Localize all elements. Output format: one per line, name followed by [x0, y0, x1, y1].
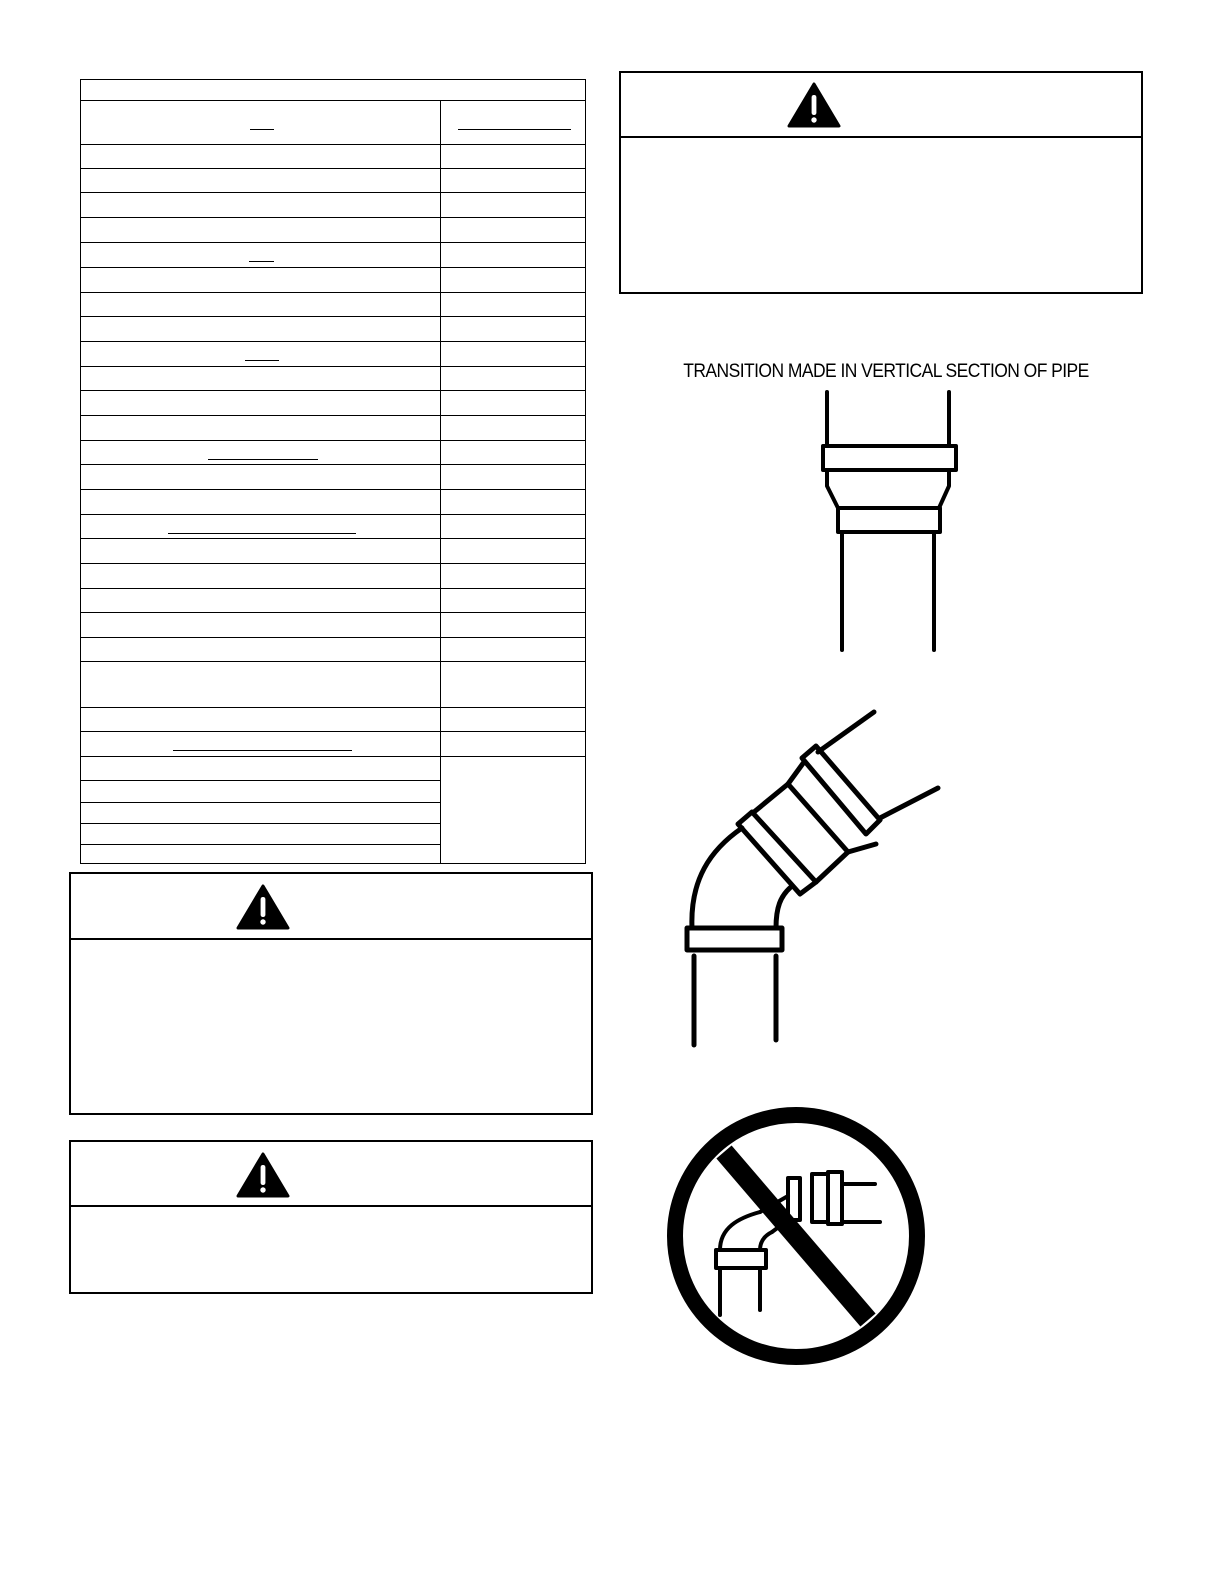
warning-triangle-icon [235, 883, 291, 931]
warning-header [621, 73, 1141, 138]
table-row-line [81, 267, 585, 268]
warning-text [85, 948, 577, 1103]
section-underline [173, 750, 352, 751]
table-row-line [81, 731, 585, 732]
table-row-line [81, 242, 585, 243]
table-row-line [81, 341, 585, 342]
table-row-line [81, 217, 585, 218]
elbow-pipe-transition-figure [670, 700, 960, 1060]
warning-header [71, 1142, 591, 1207]
table-row-line [81, 661, 585, 662]
table-row-line [81, 563, 585, 564]
warning-box [69, 1140, 593, 1294]
section-underline [249, 261, 274, 262]
table-row-line [81, 489, 585, 490]
table-row-line [81, 192, 585, 193]
table-row-line [81, 144, 585, 145]
warning-triangle-icon [786, 81, 842, 129]
table-row-line [81, 292, 585, 293]
warning-box [69, 872, 593, 1115]
warning-text [85, 1214, 577, 1282]
section-underline [245, 360, 279, 361]
table-row-line [81, 538, 585, 539]
table-row-line [81, 756, 585, 757]
table-row-line [81, 844, 440, 845]
table-row-line [81, 612, 585, 613]
section-underline [208, 459, 318, 460]
spec-table [80, 79, 586, 864]
table-row-line [81, 707, 585, 708]
table-row-line [81, 168, 585, 169]
table-row-line [81, 316, 585, 317]
table-row-line [81, 464, 585, 465]
warning-triangle-icon [235, 1151, 291, 1199]
warning-box [619, 71, 1143, 294]
table-row-line [81, 100, 585, 101]
table-row-line [81, 366, 585, 367]
figure-caption: TRANSITION MADE IN VERTICAL SECTION OF PIPE [683, 361, 1089, 382]
header-underline [250, 129, 274, 130]
table-row-line [81, 390, 585, 391]
table-row-line [81, 415, 585, 416]
table-row-line [81, 823, 440, 824]
table-row-line [81, 780, 440, 781]
table-row-line [81, 440, 585, 441]
table-row-line [81, 588, 585, 589]
section-underline [168, 533, 356, 534]
table-row-line [81, 802, 440, 803]
table-column-divider [440, 100, 441, 863]
header-underline [458, 129, 571, 130]
table-row-line [81, 637, 585, 638]
prohibited-circle-icon [660, 1100, 932, 1372]
vertical-pipe-transition-figure [800, 388, 980, 656]
warning-text [635, 145, 1127, 282]
warning-header [71, 874, 591, 940]
table-row-line [81, 514, 585, 515]
